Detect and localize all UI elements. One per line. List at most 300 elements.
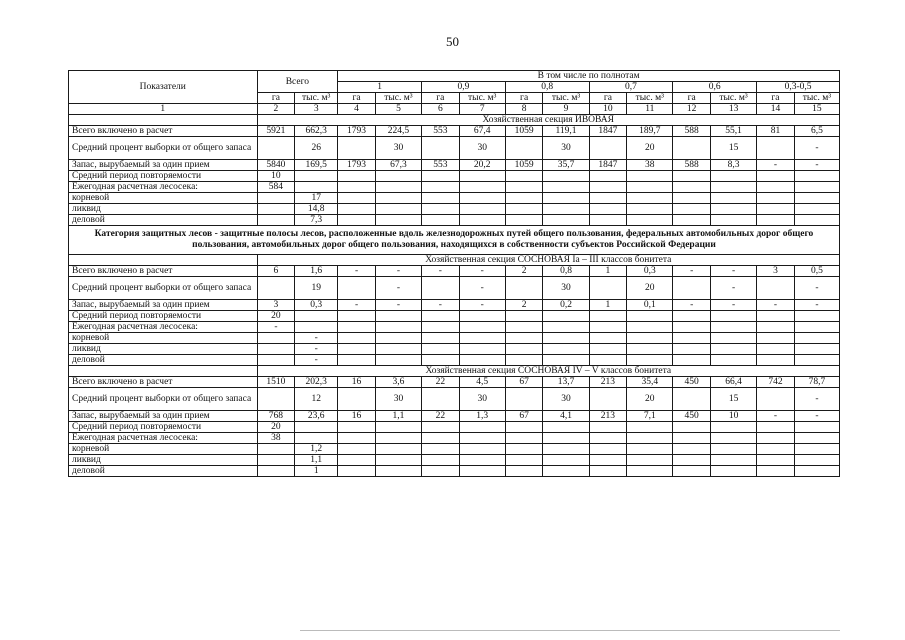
table-cell: 35,7 [543, 160, 589, 171]
table-cell [627, 444, 673, 455]
table-cell [257, 277, 295, 300]
table-cell: 30 [543, 137, 589, 160]
table-cell: 30 [375, 137, 421, 160]
table-cell [505, 311, 543, 322]
table-cell: 5840 [257, 160, 295, 171]
table-cell [257, 388, 295, 411]
table-cell [794, 444, 839, 455]
table-cell [543, 444, 589, 455]
table-cell: 66,4 [711, 377, 757, 388]
forest-cutting-table [68, 70, 840, 477]
row-label: Ежегодная расчетная лесосека: [69, 322, 258, 333]
row-label: Ежегодная расчетная лесосека: [69, 433, 258, 444]
table-cell: 67 [505, 411, 543, 422]
table-cell: - [711, 300, 757, 311]
table-cell: 22 [421, 377, 459, 388]
table-cell [757, 311, 795, 322]
table-cell [459, 311, 505, 322]
table-row [69, 411, 840, 422]
table-cell: 588 [673, 160, 711, 171]
table-cell [505, 333, 543, 344]
table-cell: 768 [257, 411, 295, 422]
table-cell: 15 [711, 137, 757, 160]
table-cell [459, 444, 505, 455]
table-row [69, 300, 840, 311]
column-number: 11 [627, 104, 673, 115]
column-number: 6 [421, 104, 459, 115]
table-cell: 67,3 [375, 160, 421, 171]
column-number: 2 [257, 104, 295, 115]
table-cell [375, 204, 421, 215]
table-cell [543, 171, 589, 182]
table-cell: 7,1 [627, 411, 673, 422]
table-cell: 742 [757, 377, 795, 388]
table-cell: 6 [257, 266, 295, 277]
table-cell [757, 333, 795, 344]
table-cell [627, 333, 673, 344]
table-cell [459, 466, 505, 477]
table-cell [505, 344, 543, 355]
table-cell: 10 [257, 171, 295, 182]
header-unit-ha: га [505, 93, 543, 104]
table-cell: - [794, 137, 839, 160]
table-cell [711, 433, 757, 444]
table-cell [338, 444, 376, 455]
table-cell: 3 [257, 300, 295, 311]
table-cell: 8,3 [711, 160, 757, 171]
table-cell [589, 344, 627, 355]
table-cell: - [375, 266, 421, 277]
table-cell [673, 215, 711, 226]
table-cell [757, 422, 795, 433]
table-cell [505, 137, 543, 160]
table-cell [257, 355, 295, 366]
table-cell [589, 204, 627, 215]
table-cell [338, 388, 376, 411]
column-number: 7 [459, 104, 505, 115]
table-cell [757, 444, 795, 455]
table-cell [375, 311, 421, 322]
table-cell [421, 355, 459, 366]
table-cell [757, 355, 795, 366]
table-cell [711, 333, 757, 344]
table-cell [794, 455, 839, 466]
table-cell [459, 355, 505, 366]
section-title: Хозяйственная секция СОСНОВАЯ IV – V классов бонитета [257, 366, 839, 377]
table-cell [627, 422, 673, 433]
table-row [69, 137, 840, 160]
table-cell: 119,1 [543, 126, 589, 137]
table-cell [375, 466, 421, 477]
table-cell [543, 333, 589, 344]
table-cell [673, 355, 711, 366]
table-cell [257, 455, 295, 466]
table-cell: 22 [421, 411, 459, 422]
table-cell [627, 344, 673, 355]
table-row [69, 444, 840, 455]
table-cell [627, 466, 673, 477]
table-cell: 19 [295, 277, 338, 300]
row-label: Средний период повторяемости [69, 171, 258, 182]
page-number: 50 [446, 34, 459, 49]
row-label: Средний процент выборки от общего запаса [69, 277, 258, 300]
table-cell: 4,1 [543, 411, 589, 422]
table-cell [375, 322, 421, 333]
table-cell [459, 171, 505, 182]
table-cell [711, 171, 757, 182]
table-cell: 0,1 [627, 300, 673, 311]
table-cell [421, 182, 459, 193]
table-cell: - [375, 277, 421, 300]
table-cell: - [421, 266, 459, 277]
table-cell: 3 [757, 266, 795, 277]
table-cell: 12 [295, 388, 338, 411]
table-cell [673, 322, 711, 333]
header-unit-m3: тыс. м³ [794, 93, 839, 104]
table-cell: 0,8 [543, 266, 589, 277]
table-cell: 5921 [257, 126, 295, 137]
table-cell: - [459, 277, 505, 300]
table-cell: - [711, 266, 757, 277]
table-cell [543, 466, 589, 477]
table-cell: 2 [505, 300, 543, 311]
table-cell: 20 [257, 311, 295, 322]
table-row [69, 322, 840, 333]
table-cell [589, 333, 627, 344]
table-cell [338, 193, 376, 204]
table-cell [543, 322, 589, 333]
table-cell: 0,5 [794, 266, 839, 277]
table-cell [375, 215, 421, 226]
row-label: Всего включено в расчет [69, 266, 258, 277]
table-cell [711, 204, 757, 215]
table-cell [627, 311, 673, 322]
table-cell [421, 344, 459, 355]
table-cell [794, 193, 839, 204]
table-cell [459, 344, 505, 355]
table-cell [421, 466, 459, 477]
table-cell [338, 277, 376, 300]
table-cell [459, 204, 505, 215]
table-cell [338, 344, 376, 355]
table-cell: 224,5 [375, 126, 421, 137]
header-density: 0,9 [421, 82, 505, 93]
table-cell [421, 171, 459, 182]
row-label: Средний процент выборки от общего запаса [69, 388, 258, 411]
table-cell [257, 344, 295, 355]
table-cell: 1 [295, 466, 338, 477]
table-cell: 17 [295, 193, 338, 204]
table-cell [543, 215, 589, 226]
table-cell [794, 171, 839, 182]
table-cell [459, 182, 505, 193]
table-cell: 0,2 [543, 300, 589, 311]
table-cell [295, 171, 338, 182]
table-cell [794, 355, 839, 366]
table-cell: 588 [673, 126, 711, 137]
table-cell [711, 322, 757, 333]
table-cell: - [711, 277, 757, 300]
column-number: 9 [543, 104, 589, 115]
table-cell [257, 215, 295, 226]
table-cell [589, 422, 627, 433]
table-cell [794, 182, 839, 193]
table-cell [673, 344, 711, 355]
table-cell [794, 215, 839, 226]
table-cell: 13,7 [543, 377, 589, 388]
table-cell: 1,3 [459, 411, 505, 422]
table-cell [421, 193, 459, 204]
table-cell: - [375, 300, 421, 311]
table-cell [375, 422, 421, 433]
table-cell [505, 466, 543, 477]
table-row [69, 215, 840, 226]
table-cell: - [757, 411, 795, 422]
table-row [69, 171, 840, 182]
table-cell [375, 344, 421, 355]
table-cell [338, 137, 376, 160]
header-total: Всего [257, 71, 338, 93]
table-cell: 1,1 [375, 411, 421, 422]
table-cell: 55,1 [711, 126, 757, 137]
table-cell [794, 322, 839, 333]
table-cell: - [421, 300, 459, 311]
bottom-rule [300, 630, 840, 631]
table-row [69, 455, 840, 466]
section-title: Хозяйственная секция ИВОВАЯ [257, 115, 839, 126]
table-cell [505, 171, 543, 182]
table-cell [505, 215, 543, 226]
table-cell: 23,6 [295, 411, 338, 422]
row-label: ликвид [69, 455, 258, 466]
column-number: 4 [338, 104, 376, 115]
header-unit-ha: га [673, 93, 711, 104]
table-cell: - [459, 266, 505, 277]
table-cell [338, 322, 376, 333]
column-number: 15 [794, 104, 839, 115]
column-number: 1 [69, 104, 258, 115]
row-label: ликвид [69, 344, 258, 355]
table-cell [375, 193, 421, 204]
column-number: 10 [589, 104, 627, 115]
header-density: 0,3-0,5 [757, 82, 840, 93]
table-cell [757, 182, 795, 193]
table-cell [257, 466, 295, 477]
table-cell [757, 171, 795, 182]
table-cell [421, 204, 459, 215]
table-cell [421, 215, 459, 226]
section-title-spacer [69, 115, 258, 126]
table-cell: - [757, 300, 795, 311]
table-cell [673, 455, 711, 466]
table-cell [794, 344, 839, 355]
table-row [69, 182, 840, 193]
table-cell [794, 466, 839, 477]
table-cell [338, 311, 376, 322]
table-cell [543, 422, 589, 433]
table-cell [375, 355, 421, 366]
table-cell: 38 [627, 160, 673, 171]
table-cell [673, 388, 711, 411]
table-cell [589, 455, 627, 466]
table-cell [421, 433, 459, 444]
table-cell [375, 455, 421, 466]
row-label: корневой [69, 333, 258, 344]
table-cell: - [338, 300, 376, 311]
row-label: Всего включено в расчет [69, 377, 258, 388]
table-cell [421, 422, 459, 433]
table-cell [673, 204, 711, 215]
table-cell [421, 444, 459, 455]
header-unit-m3: тыс. м³ [459, 93, 505, 104]
table-cell [338, 204, 376, 215]
table-cell [673, 193, 711, 204]
row-label: деловой [69, 355, 258, 366]
table-cell [673, 171, 711, 182]
header-density: 1 [338, 82, 422, 93]
table-cell: 30 [543, 277, 589, 300]
table-cell: 20 [257, 422, 295, 433]
section-title-row [69, 366, 840, 377]
table-cell: 14,8 [295, 204, 338, 215]
table-cell: 1,2 [295, 444, 338, 455]
table-cell [543, 193, 589, 204]
table-cell: 450 [673, 411, 711, 422]
table-cell: - [757, 160, 795, 171]
table-cell [757, 215, 795, 226]
table-cell [673, 466, 711, 477]
table-cell: 1 [589, 266, 627, 277]
table-cell: - [794, 388, 839, 411]
header-unit-ha: га [421, 93, 459, 104]
column-number: 5 [375, 104, 421, 115]
table-cell [757, 455, 795, 466]
table-row [69, 204, 840, 215]
table-cell [673, 422, 711, 433]
table-cell [757, 137, 795, 160]
table-cell [295, 433, 338, 444]
table-cell [757, 322, 795, 333]
table-cell [459, 333, 505, 344]
table-cell: 10 [711, 411, 757, 422]
table-cell: 213 [589, 411, 627, 422]
table-cell [375, 182, 421, 193]
table-row [69, 160, 840, 171]
table-cell [589, 466, 627, 477]
header-unit-m3: тыс. м³ [543, 93, 589, 104]
column-number: 14 [757, 104, 795, 115]
table-cell [794, 311, 839, 322]
table-cell [338, 355, 376, 366]
row-label: Запас, вырубаемый за один прием [69, 411, 258, 422]
table-cell [794, 204, 839, 215]
table-cell [711, 193, 757, 204]
row-label: Запас, вырубаемый за один прием [69, 160, 258, 171]
table-cell [627, 204, 673, 215]
table-cell [627, 455, 673, 466]
table-cell [257, 204, 295, 215]
header-unit-ha: га [757, 93, 795, 104]
table-cell [757, 466, 795, 477]
row-label: Средний период повторяемости [69, 311, 258, 322]
table-cell: 1,1 [295, 455, 338, 466]
table-cell [375, 171, 421, 182]
table-cell [757, 277, 795, 300]
table-cell [421, 277, 459, 300]
table-cell [505, 193, 543, 204]
table-cell: 30 [375, 388, 421, 411]
table-cell [421, 455, 459, 466]
table-cell [711, 444, 757, 455]
table-cell: 20 [627, 277, 673, 300]
header-unit-m3: тыс. м³ [295, 93, 338, 104]
table-cell [459, 322, 505, 333]
table-cell: - [794, 300, 839, 311]
table-cell [627, 433, 673, 444]
table-cell [711, 466, 757, 477]
table-cell [711, 355, 757, 366]
row-label: Средний период повторяемости [69, 422, 258, 433]
table-cell [589, 277, 627, 300]
table-cell [421, 137, 459, 160]
table-row [69, 377, 840, 388]
table-cell [338, 171, 376, 182]
table-cell [589, 322, 627, 333]
table-cell: 1510 [257, 377, 295, 388]
table-cell [673, 311, 711, 322]
header-unit-m3: тыс. м³ [711, 93, 757, 104]
table-cell: 202,3 [295, 377, 338, 388]
table-cell [589, 355, 627, 366]
table-cell [543, 204, 589, 215]
table-cell [421, 322, 459, 333]
table-cell: 67 [505, 377, 543, 388]
section-title: Хозяйственная секция СОСНОВАЯ Iа – III классов бонитета [257, 255, 839, 266]
table-row [69, 333, 840, 344]
table-cell: - [673, 300, 711, 311]
table-row [69, 126, 840, 137]
table-cell [257, 137, 295, 160]
table-cell [295, 422, 338, 433]
table-cell: 16 [338, 377, 376, 388]
table-cell: 4,5 [459, 377, 505, 388]
table-cell: 553 [421, 126, 459, 137]
table-cell [375, 444, 421, 455]
table-cell: 0,3 [627, 266, 673, 277]
table-cell [295, 311, 338, 322]
table-cell [757, 433, 795, 444]
header-unit-m3: тыс. м³ [627, 93, 673, 104]
table-cell: 20,2 [459, 160, 505, 171]
table-cell [338, 422, 376, 433]
header-unit-ha: га [257, 93, 295, 104]
header-unit-ha: га [338, 93, 376, 104]
table-cell [543, 455, 589, 466]
table-cell: 81 [757, 126, 795, 137]
table-cell [421, 311, 459, 322]
table-cell [673, 277, 711, 300]
table-cell: - [295, 355, 338, 366]
table-cell [589, 171, 627, 182]
table-cell: 20 [627, 137, 673, 160]
table-cell [543, 182, 589, 193]
table-cell: 30 [543, 388, 589, 411]
table-cell: 553 [421, 160, 459, 171]
row-label: корневой [69, 444, 258, 455]
table-cell [505, 355, 543, 366]
row-label: Средний процент выборки от общего запаса [69, 137, 258, 160]
table-row [69, 344, 840, 355]
